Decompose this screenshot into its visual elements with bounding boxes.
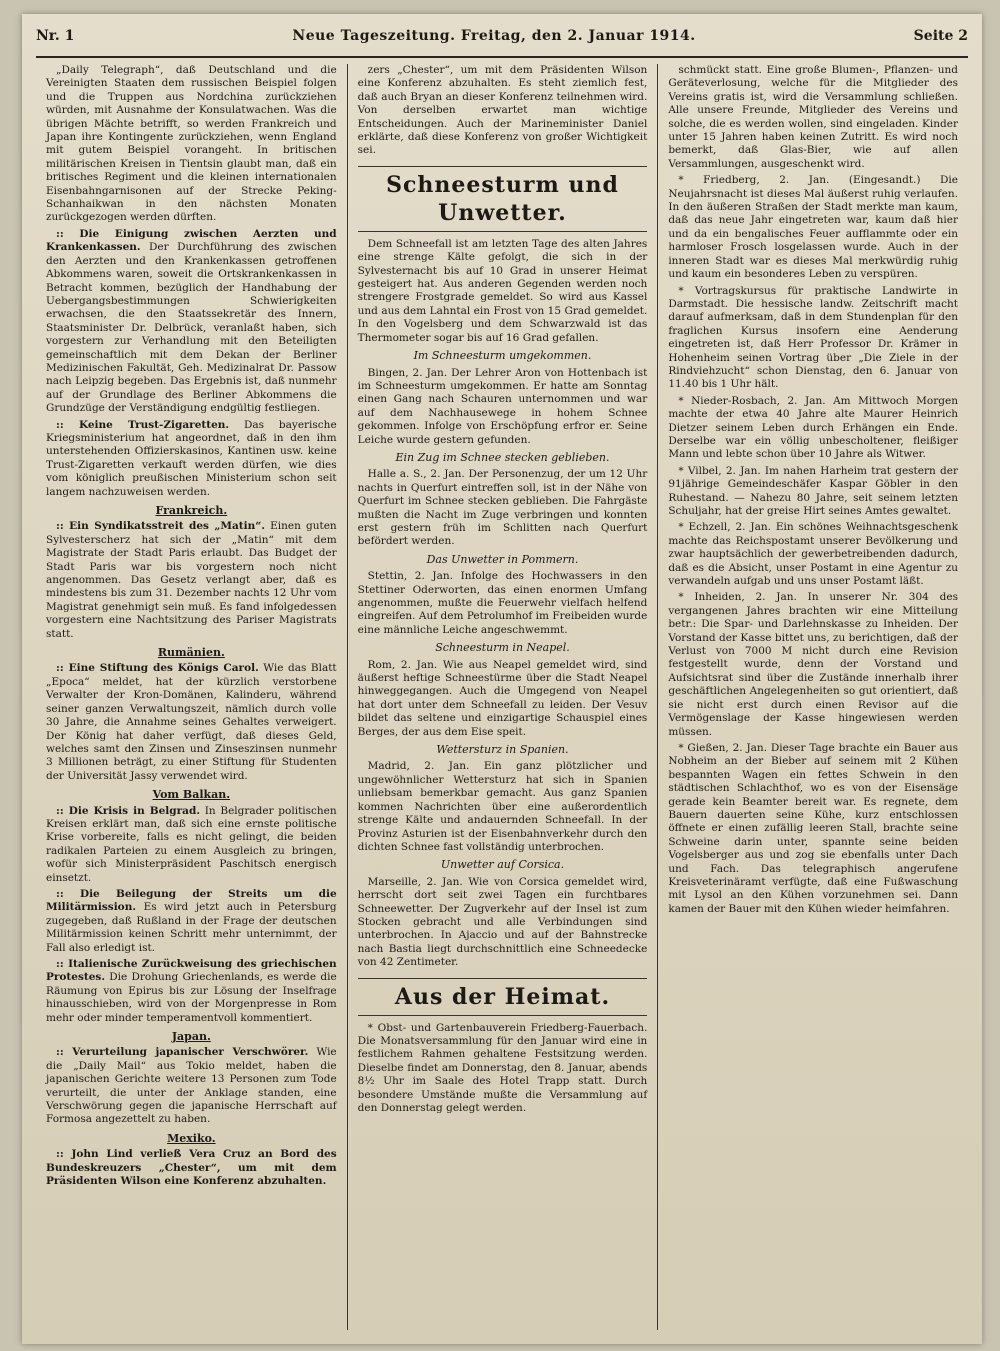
columns — [36, 64, 968, 1330]
article-text: Dem Schneefall ist am letzten Tage des alten Jahres eine strenge Kälte gefolgt, die sich in der Sylvesternacht bis auf 10 Grad in unserer Heimat gesteigert hat. Aus anderen Gegenden werden noch strengere Frostgrade gemeldet. So wird aus Kassel und aus dem Lahntal ein Frost von 15 Grad gemeldet. In den Vogelsberg und dem Schwarzwald ist das Thermometer sogar bis auf 16 Grad gefallen. — [357, 237, 648, 344]
article-text: * Obst- und Gartenbauverein Friedberg-Fauerbach. Die Monatsversammlung für den Januar wird eine in festlichem Rahmen gehaltene Festsitzung werden. Dieselbe findet am Donnerstag, den 8. Januar, abends 8½ Uhr im Saale des Hotel Trapp statt. Durch besondere Umstände mußte die Versammlung auf den Donnerstag gelegt werden. — [357, 1021, 648, 1114]
article-lead: :: Verurteilung japanischer Verschwörer. — [56, 1046, 309, 1059]
article-text: * Nieder-Rosbach, 2. Jan. Am Mittwoch Morgen machte der etwa 40 Jahre alte Maurer Heinrich Dietzer seinem Leben durch Erhängen ein Ende. Derselbe war ein völlig unbescholtener, fleißiger Mann und lebte schon über 10 Jahre als Witwer. — [668, 394, 958, 461]
article-text: Es wird jetzt auch in Petersburg zugegeben, daß Rußland in der Frage der deutschen Militärmission keinen Schritt mehr unternimmt, der Fall also erledigt ist. — [46, 901, 337, 954]
article-text: „Daily Telegraph“, daß Deutschland und die Vereinigten Staaten dem russischen Beispiel folgen und die Truppen aus Nordchina zurückziehen würden, mit Ausnahme der Konsulatwachen. Was die übrigen Mächte betrifft, so werden Frankreich und Japan ihre Kontingente zurückziehen, wenn England mit gutem Beispiel vorangeht. In britischen militärischen Kreisen in Tientsin glaubt man, daß ein britisches Regiment und die kleinen internationalen Eisenbahngarnisonen auf der Strecke Peking-Schanhaikwan in den nächsten Monaten zurückgezogen werden dürften. — [46, 64, 337, 224]
article-text: Halle a. S., 2. Jan. Der Personenzug, der um 12 Uhr nachts in Querfurt eintreffen soll, ist in der Nähe von Querfurt im Schnee stecken geblieben. Die Fahrgäste mußten die Nacht im Zuge verbringen und konnten erst gestern früh im Schlitten nach Querfurt befördert werden. — [357, 468, 648, 548]
column-2 — [347, 64, 658, 1330]
subheading: Ein Zug im Schnee stecken geblieben. — [395, 450, 610, 464]
article-text: Wie das Blatt „Epoca“ meldet, hat der kürzlich verstorbene Verwalter der Kron-Domänen, Kalinderu, während seiner ganzen Verwaltungszeit, nämlich durch volle 30 Jahre, die Annahme seines Gehaltes verweigert. Der König hat daher verfügt, daß dieses Geld, welches samt den Zinsen und Zinseszinsen nunmehr 3 Millionen beträgt, zu einer Stiftung für Studenten der Universität Jassy verwendet wird. — [46, 662, 337, 782]
article-text: Marseille, 2. Jan. Wie von Corsica gemeldet wird, herrscht dort seit zwei Tagen ein furchtbares Schneewetter. Der Zugverkehr auf der Insel ist zum Stocken gebracht und alle Verbindungen sind unterbrochen. In Ajaccio und auf der Bahnstrecke nach Bastia liegt durchschnittlich eine Schneedecke von 42 Zentimeter. — [357, 875, 648, 969]
article-text: Der Durchführung des zwischen den Aerzten und den Krankenkassen getroffenen Abkommens waren, soweit die Ortskrankenkassen in Betracht kommen, bezüglich der Handhabung der Uebergangsbestimmungen Schwierigkeiten erwachsen, die den Staatssekretär des Innern, Staatsminister Dr. Delbrück, veranlaßt haben, sich vorgestern zur Verhandlung mit den Beteiligten gemeinschaftlich mit dem Dekan der Berliner Medizinischen Fakultät, Geh. Medizinalrat Dr. Passow nach Leipzig begeben. Das Ergebnis ist, daß nunmehr auf der Grundlage des Berliner Abkommens die Grundzüge der Verständigung endgültig festliegen. — [46, 241, 337, 415]
article-text: * Vilbel, 2. Jan. Im nahen Harheim trat gestern der 91jährige Gemeindeschäfer Kaspar Göbler in den Ruhestand. — Nahezu 80 Jahre, seit seinem letzten Schuljahr, hat der greise Hirt seines Amtes gewaltet. — [668, 464, 958, 517]
article-lead: :: Ein Syndikatsstreit des „Matin“. — [56, 520, 265, 533]
section-heading: Mexiko. — [167, 1131, 216, 1145]
article-text: Rom, 2. Jan. Wie aus Neapel gemeldet wird, sind äußerst heftige Schneestürme über die Stadt Neapel hinweggegangen. Auch die Umgegend von Neapel hat dort unter dem Schneefall zu leiden. Der Vesuv bildet das seltene und einzigartige Schauspiel eines Berges, der aus dem Eise speit. — [357, 658, 648, 738]
column-1 — [36, 64, 347, 1330]
article-text: Das bayerische Kriegsministerium hat angeordnet, daß in den ihm unterstehenden Offizierskasinos, Kantinen usw. keine Trust-Zigaretten verkauft werden dürfen, wie dies vom königlich preußischen Ministerium schon seit langem nachzuweisen werden. — [46, 418, 337, 498]
newspaper-title-date: Neue Tageszeitung. Freitag, den 2. Januar 1914. — [292, 28, 696, 44]
article-text: Wie die „Daily Mail“ aus Tokio meldet, haben die japanischen Gerichte weitere 13 Personen zum Tode verurteilt, die unter der Anklage standen, eine Verschwörung gegen die japanische Herrschaft auf Formosa angezettelt zu haben. — [46, 1046, 337, 1126]
article-text: In Belgrader politischen Kreisen erklärt man, daß sich eine ernste politische Krise vorbereite, falls es nicht gelingt, die beiden radikalen Parteien zu einem Ausgleich zu bringen, wofür sich Ministerpräsident Paschitsch energisch einsetzt. — [46, 804, 337, 884]
article-text: Die Drohung Griechenlands, es werde die Räumung von Epirus bis zur Lösung der Inselfrage hinausschieben, wird von der Morgenpresse in Rom mehr oder minder temperamentvoll kommentiert. — [46, 971, 337, 1024]
article-lead: :: Keine Trust-Zigaretten. — [56, 418, 230, 431]
subheading: Unwetter auf Corsica. — [440, 858, 565, 872]
article-lead: :: Italienische Zurückweisung des griechischen Protestes. — [46, 958, 337, 984]
article-text: * Vortragskursus für praktische Landwirte in Darmstadt. Die hessische landw. Zeitschrift macht darauf aufmerksam, daß in dem Stundenplan für den fraglichen Kursus insofern eine Aenderung eingetreten ist, daß Herr Professor Dr. Krämer in Hohenheim seinen Vortrag über „Die Ziele in der Rindviehzucht“ schon Dienstag, den 6. Januar von 11.40 bis 1 Uhr hält. — [668, 284, 958, 391]
section-heading: Frankreich. — [155, 504, 228, 517]
subheading: Wettersturz in Spanien. — [436, 743, 569, 757]
article-text: :: John Lind verließ Vera Cruz an Bord des Bundeskreuzers „Chester“, um mit dem Präsidenten Wilson eine Konferenz abzuhalten. — [46, 1148, 337, 1188]
section-heading: Rumänien. — [157, 646, 225, 660]
article-text: * Friedberg, 2. Jan. (Eingesandt.) Die Neujahrsnacht ist dieses Mal äußerst ruhig verlaufen. In den äußeren Straßen der Stadt merkte man kaum, daß das neue Jahr eingetreten war, kaum daß hier und da ein bengalisches Feuer aufflammte oder ein harmloser Frosch losgelassen wurde. Auch in der inneren Stadt war es dieses Mal merkwürdig ruhig und kaum ein besonderes Leben zu verspüren. — [668, 174, 958, 281]
subheading: Schneesturm in Neapel. — [435, 641, 570, 655]
article-text: schmückt statt. Eine große Blumen-, Pflanzen- und Geräteverlosung, welche für die Mitglieder des Vereins gratis ist, wird die Versammlung schließen. Alle unsere Freunde, Mitglieder des Vereins und solche, die es werden wollen, sind eingeladen. Kinder unter 15 Jahren haben keinen Zutritt. Es wird noch bemerkt, daß Glas-Bier, wie auf allen Versammlungen, ausgeschenkt wird. — [668, 64, 958, 170]
article-text: Stettin, 2. Jan. Infolge des Hochwassers in den Stettiner Oderworten, das einen enormen Umfang angenommen, mußte die Feuerwehr vielfach helfend eingreifen. Auf dem Petrolumhof im Freibeiden wurde eine männliche Leiche angeschwemmt. — [357, 570, 648, 636]
article-text: * Gießen, 2. Jan. Dieser Tage brachte ein Bauer aus Nobheim an der Bieber auf seinem mit 2 Kühen bespannten Wagen ein fettes Schwein in den städtischen Schlachthof, wo es von der Eisensäge gerade kein Beamter bereit war. Es regnete, dem Bauern dauerten seine Kühe, kurz entschlossen öffnete er einen zufällig leeren Stall, brachte seine Schweine darin unter, spannte seine beiden Vogelsberger aus und zog sie ebenfalls unter Dach und Fach. Das telegraphisch angerufene Kreisveterinäramt verfügte, daß eine Fußwaschung mit Lysol an den Kühen vorzunehmen sei. Dann kamen der Bauer mit den Kühen wieder heimfahren. — [668, 741, 958, 915]
article-lead: :: Die Beilegung der Streits um die Militärmission. — [46, 887, 337, 914]
article-text: Einen guten Sylvesterscherz hat sich der „Matin“ mit dem Magistrate der Stadt Paris erlaubt. Das Budget der Stadt Paris war bis vorgestern noch nicht angenommen. Das Gesetz verlangt aber, daß es mindestens bis zum 31. Dezember nachts 12 Uhr vom Magistrat genehmigt sein muß. Es fand infolgedessen vorgestern eine Nachtsitzung des Pariser Magistrats statt. — [46, 520, 337, 640]
article-lead: :: Die Einigung zwischen Aerzten und Krankenkassen. — [46, 227, 337, 254]
article-text: zers „Chester“, um mit dem Präsidenten Wilson eine Konferenz abzuhalten. Es steht ziemlich fest, daß auch Bryan an dieser Konferenz teilnehmen wird. Von derselben erwartet man wichtige Entscheidungen. Auch der Marineminister Daniel erklärte, daß diese Konferenz von großer Wichtigkeit sei. — [357, 64, 648, 157]
article-text: Madrid, 2. Jan. Ein ganz plötzlicher und ungewöhnlicher Wettersturz hat sich in Spanien unliebsam bemerkbar gemacht. Aus ganz Spanien kommen Nachrichten über eine außerordentlich strenge Kälte und andauernden Schneefall. In der Provinz Asturien ist der Eisenbahnverkehr durch den dichten Schnee fast vollständig unterbrochen. — [357, 760, 648, 853]
column-3 — [657, 64, 968, 1330]
headline-heimat: Aus der Heimat. — [358, 978, 648, 1016]
headline-storm: Schneesturm und Unwetter. — [358, 166, 648, 232]
article-text: Bingen, 2. Jan. Der Lehrer Aron von Hottenbach ist im Schneesturm umgekommen. Er hatte am Sonntag einen Gang nach Schauren unternommen und war auf dem Nachhausewege in hohem Schnee gekommen. Infolge von Erschöpfung erfror er. Seine Leiche wurde gestern gefunden. — [357, 366, 648, 446]
article-lead: :: Die Krisis in Belgrad. — [56, 804, 200, 817]
section-heading: Vom Balkan. — [152, 788, 231, 802]
subheading: Das Unwetter in Pommern. — [426, 552, 579, 566]
newspaper-page — [22, 14, 982, 1344]
masthead — [36, 28, 968, 58]
subheading: Im Schneesturm umgekommen. — [413, 349, 592, 363]
issue-number: Nr. 1 — [36, 28, 75, 44]
article-lead: :: Eine Stiftung des Königs Carol. — [56, 662, 259, 675]
page-number: Seite 2 — [913, 28, 968, 44]
article-text: * Inheiden, 2. Jan. In unserer Nr. 304 des vergangenen Jahres brachten wir eine Mitteilung betr.: Die Spar- und Darlehnskasse zu Inheiden. Der Vorstand der Kasse bittet uns, zu berichtigen, daß der Verlust von 7000 M nicht durch eine Revision festgestellt wurde, denn der Vorstand und Aufsichtsrat sind über die Zustände innerhalb ihrer geschäftlichen Angelegenheiten so gut orientiert, daß sie nicht erst durch einen Revisor auf die Vermögenslage der Kasse hingewiesen werden müssen. — [668, 591, 958, 738]
article-text: * Echzell, 2. Jan. Ein schönes Weihnachtsgeschenk machte das Reichspostamt unserer Bevölkerung und zwar hauptsächlich der gewerbetreibenden dadurch, daß es die Absicht, unser Postamt in eine Agentur zu verwandeln aufgab und uns unser Postamt läßt. — [668, 521, 958, 588]
section-heading: Japan. — [171, 1030, 211, 1044]
